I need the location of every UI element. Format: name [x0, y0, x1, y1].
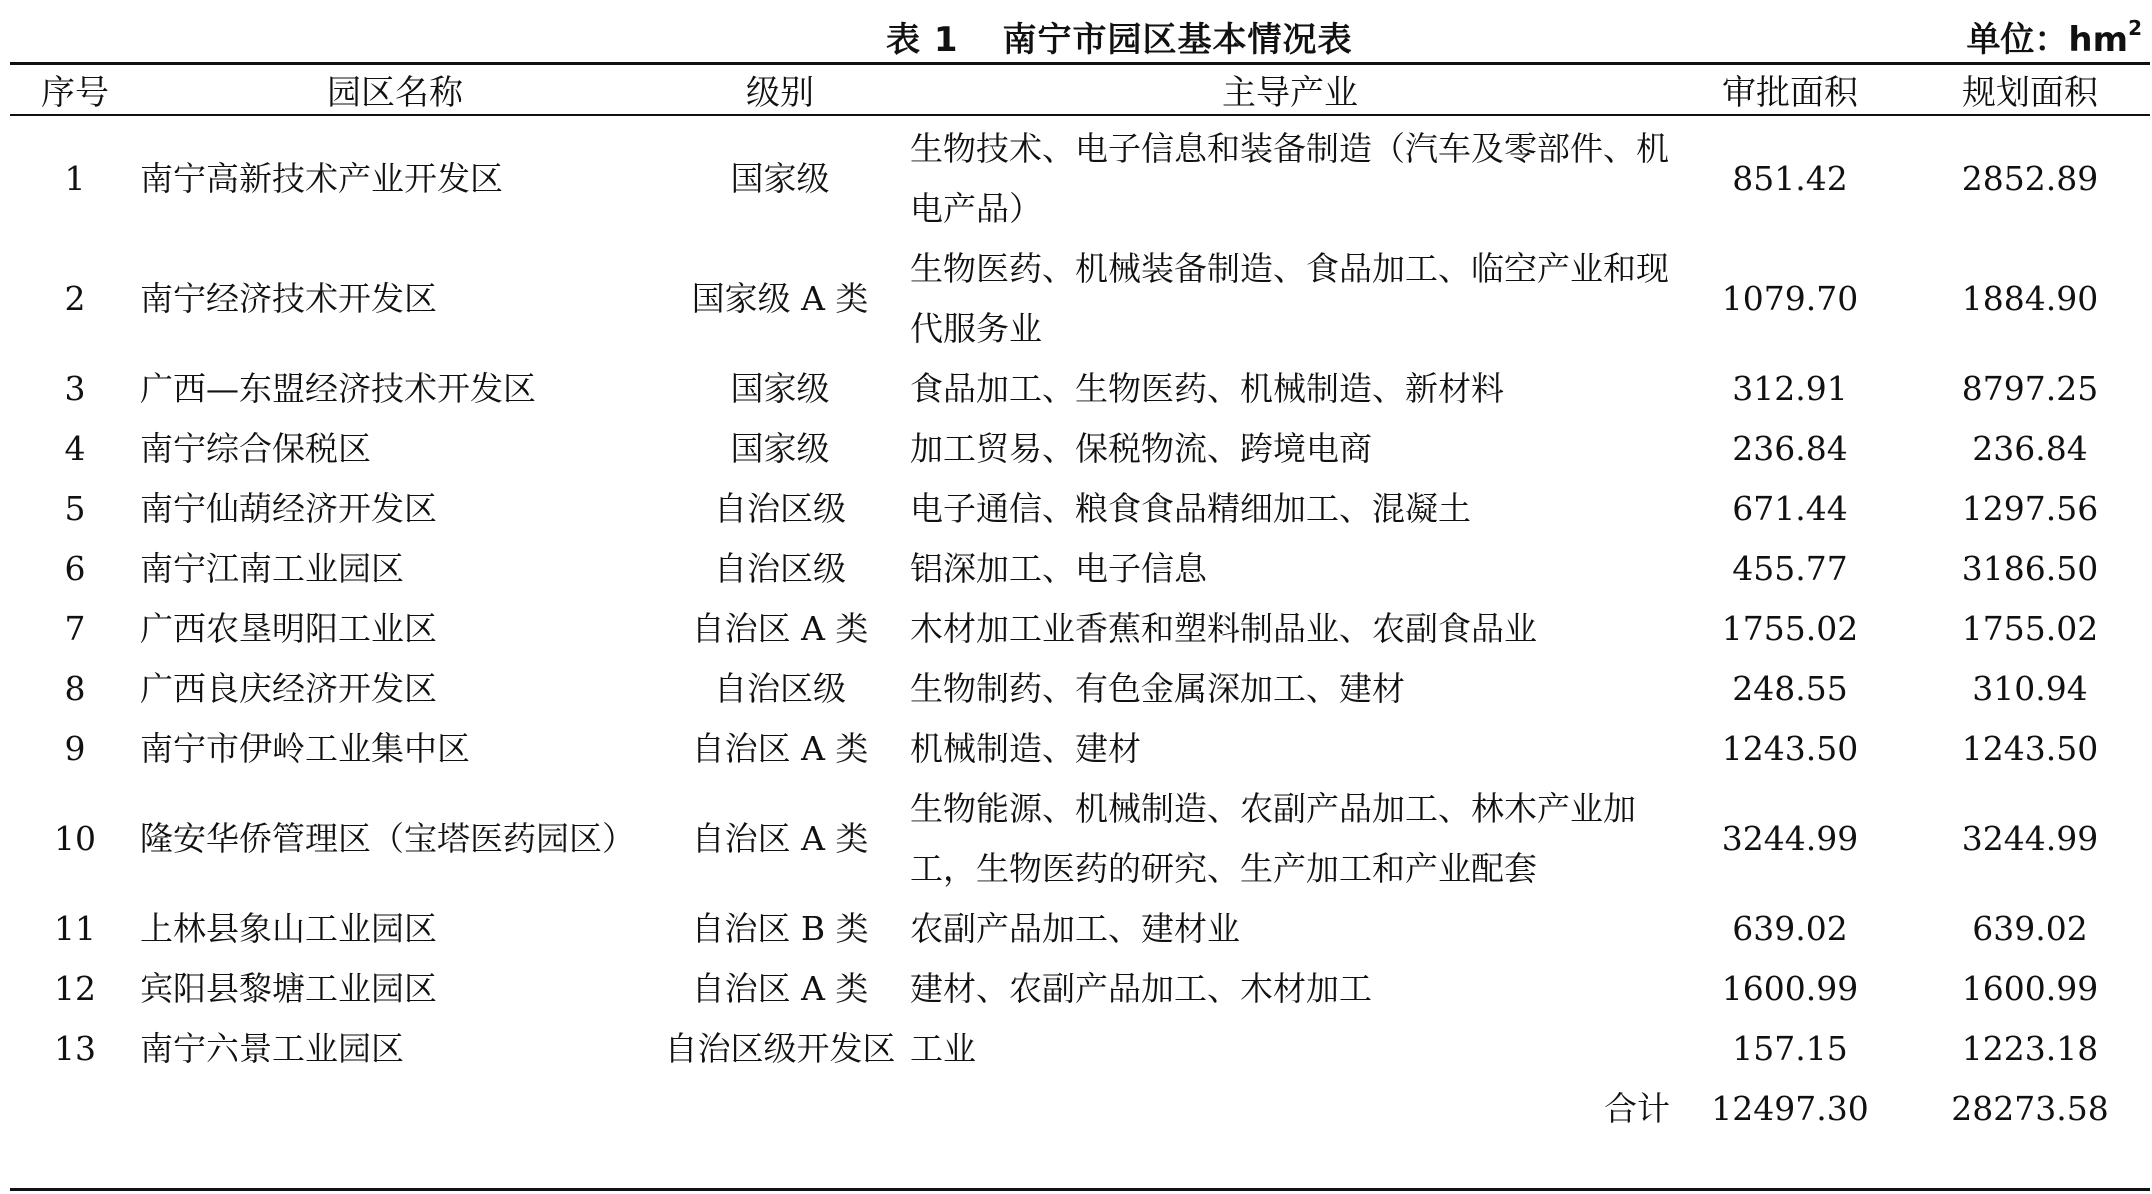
total-row [10, 1079, 2150, 1139]
row-level: 自治区级开发区 [664, 1029, 896, 1068]
row-approved-area: 3244.99 [1721, 819, 1859, 858]
row-industry: 建材、农副产品加工、木材加工 [910, 969, 1372, 1008]
row-industry: 机械制造、建材 [910, 729, 1141, 768]
row-planned-area: 3244.99 [1961, 819, 2099, 858]
table-title: 南宁市园区基本情况表 [1002, 20, 1353, 60]
unit-superscript: 2 [2128, 15, 2142, 40]
table-row [10, 419, 2150, 479]
row-planned-area: 2852.89 [1961, 159, 2099, 198]
total-planned-area: 28273.58 [1951, 1089, 2109, 1128]
row-level: 国家级 A 类 [691, 279, 869, 318]
row-park-name: 上林县象山工业园区 [140, 909, 437, 948]
row-level: 自治区级 [714, 489, 846, 528]
row-industry: 工业 [910, 1029, 976, 1068]
row-park-name: 南宁高新技术产业开发区 [140, 159, 503, 198]
row-park-name: 南宁市伊岭工业集中区 [140, 729, 470, 768]
row-approved-area: 1600.99 [1721, 969, 1859, 1008]
row-approved-area: 157.15 [1732, 1029, 1848, 1068]
total-label: 合计 [1604, 1089, 1670, 1128]
table-row [10, 899, 2150, 959]
row-index: 10 [54, 819, 96, 858]
row-industry: 生物技术、电子信息和装备制造（汽车及零部件、机电产品） [910, 129, 1669, 228]
row-index: 13 [54, 1029, 96, 1068]
table-row [10, 959, 2150, 1019]
row-park-name: 南宁江南工业园区 [140, 549, 404, 588]
row-park-name: 广西良庆经济开发区 [140, 669, 437, 708]
row-approved-area: 851.42 [1732, 159, 1848, 198]
row-level: 自治区级 [714, 549, 846, 588]
table-caption-row [0, 0, 2152, 62]
header-name: 园区名称 [327, 73, 463, 113]
row-level: 自治区 A 类 [691, 729, 869, 768]
row-planned-area: 8797.25 [1961, 369, 2099, 408]
row-approved-area: 1079.70 [1721, 279, 1859, 318]
row-park-name: 南宁经济技术开发区 [140, 279, 437, 318]
row-industry: 生物能源、机械制造、农副产品加工、林木产业加工，生物医药的研究、生产加工和产业配套 [910, 789, 1636, 888]
row-level: 国家级 [730, 429, 830, 468]
row-level: 自治区 B 类 [691, 909, 869, 948]
row-industry: 食品加工、生物医药、机械制造、新材料 [910, 369, 1504, 408]
row-index: 8 [64, 669, 86, 708]
row-park-name: 南宁仙葫经济开发区 [140, 489, 437, 528]
row-approved-area: 312.91 [1732, 369, 1848, 408]
row-industry: 木材加工业香蕉和塑料制品业、农副食品业 [910, 609, 1537, 648]
row-planned-area: 3186.50 [1961, 549, 2099, 588]
table-row [10, 479, 2150, 539]
header-level: 级别 [746, 73, 814, 113]
row-planned-area: 1243.50 [1961, 729, 2099, 768]
row-level: 自治区级 [714, 669, 846, 708]
row-park-name: 南宁综合保税区 [140, 429, 371, 468]
row-park-name: 广西农垦明阳工业区 [140, 609, 437, 648]
row-approved-area: 1755.02 [1721, 609, 1859, 648]
row-planned-area: 236.84 [1972, 429, 2088, 468]
row-industry: 生物医药、机械装备制造、食品加工、临空产业和现代服务业 [910, 249, 1669, 348]
row-index: 6 [64, 549, 86, 588]
header-index: 序号 [41, 73, 109, 113]
row-park-name: 南宁六景工业园区 [140, 1029, 404, 1068]
table-number: 表 1 [886, 20, 959, 60]
row-index: 2 [64, 279, 86, 318]
row-approved-area: 1243.50 [1721, 729, 1859, 768]
row-approved-area: 455.77 [1732, 549, 1848, 588]
row-industry: 电子通信、粮食食品精细加工、混凝土 [910, 489, 1471, 528]
row-planned-area: 310.94 [1972, 669, 2088, 708]
row-industry: 生物制药、有色金属深加工、建材 [910, 669, 1405, 708]
row-approved-area: 639.02 [1732, 909, 1848, 948]
unit-label [1966, 12, 2142, 61]
table-row [10, 599, 2150, 659]
table-row [10, 1019, 2150, 1079]
header-industry: 主导产业 [1222, 73, 1358, 113]
row-park-name: 宾阳县黎塘工业园区 [140, 969, 437, 1008]
table-row [10, 119, 2150, 239]
row-index: 12 [54, 969, 96, 1008]
row-park-name: 隆安华侨管理区（宝塔医药园区） [140, 819, 635, 858]
row-index: 1 [64, 159, 86, 198]
table-row [10, 359, 2150, 419]
row-planned-area: 639.02 [1972, 909, 2088, 948]
row-index: 4 [64, 429, 86, 468]
total-approved-area: 12497.30 [1711, 1089, 1869, 1128]
table-row [10, 539, 2150, 599]
table-caption [886, 12, 1353, 61]
row-level: 自治区 A 类 [691, 609, 869, 648]
row-index: 3 [64, 369, 86, 408]
row-planned-area: 1884.90 [1961, 279, 2099, 318]
row-industry: 加工贸易、保税物流、跨境电商 [910, 429, 1372, 468]
table-row [10, 719, 2150, 779]
row-planned-area: 1755.02 [1961, 609, 2099, 648]
table-row [10, 779, 2150, 899]
row-approved-area: 236.84 [1732, 429, 1848, 468]
header-approved-area: 审批面积 [1722, 73, 1858, 113]
row-planned-area: 1223.18 [1961, 1029, 2099, 1068]
row-level: 自治区 A 类 [691, 819, 869, 858]
row-industry: 铝深加工、电子信息 [910, 549, 1207, 588]
row-level: 国家级 [730, 369, 830, 408]
row-planned-area: 1600.99 [1961, 969, 2099, 1008]
row-index: 11 [54, 909, 96, 948]
table-body [10, 114, 2150, 1139]
row-index: 9 [64, 729, 86, 768]
table-row [10, 239, 2150, 359]
bottom-rule [10, 1188, 2150, 1191]
row-park-name: 广西—东盟经济技术开发区 [140, 369, 536, 408]
row-approved-area: 671.44 [1732, 489, 1848, 528]
header-planned-area: 规划面积 [1962, 73, 2098, 113]
header-row [10, 65, 2150, 114]
row-industry: 农副产品加工、建材业 [910, 909, 1240, 948]
table-row [10, 659, 2150, 719]
unit-text: 单位：hm [1966, 20, 2129, 60]
row-index: 7 [64, 609, 86, 648]
row-approved-area: 248.55 [1732, 669, 1848, 708]
row-planned-area: 1297.56 [1961, 489, 2099, 528]
row-index: 5 [64, 489, 86, 528]
row-level: 国家级 [730, 159, 830, 198]
row-level: 自治区 A 类 [691, 969, 869, 1008]
park-table [10, 65, 2150, 1139]
